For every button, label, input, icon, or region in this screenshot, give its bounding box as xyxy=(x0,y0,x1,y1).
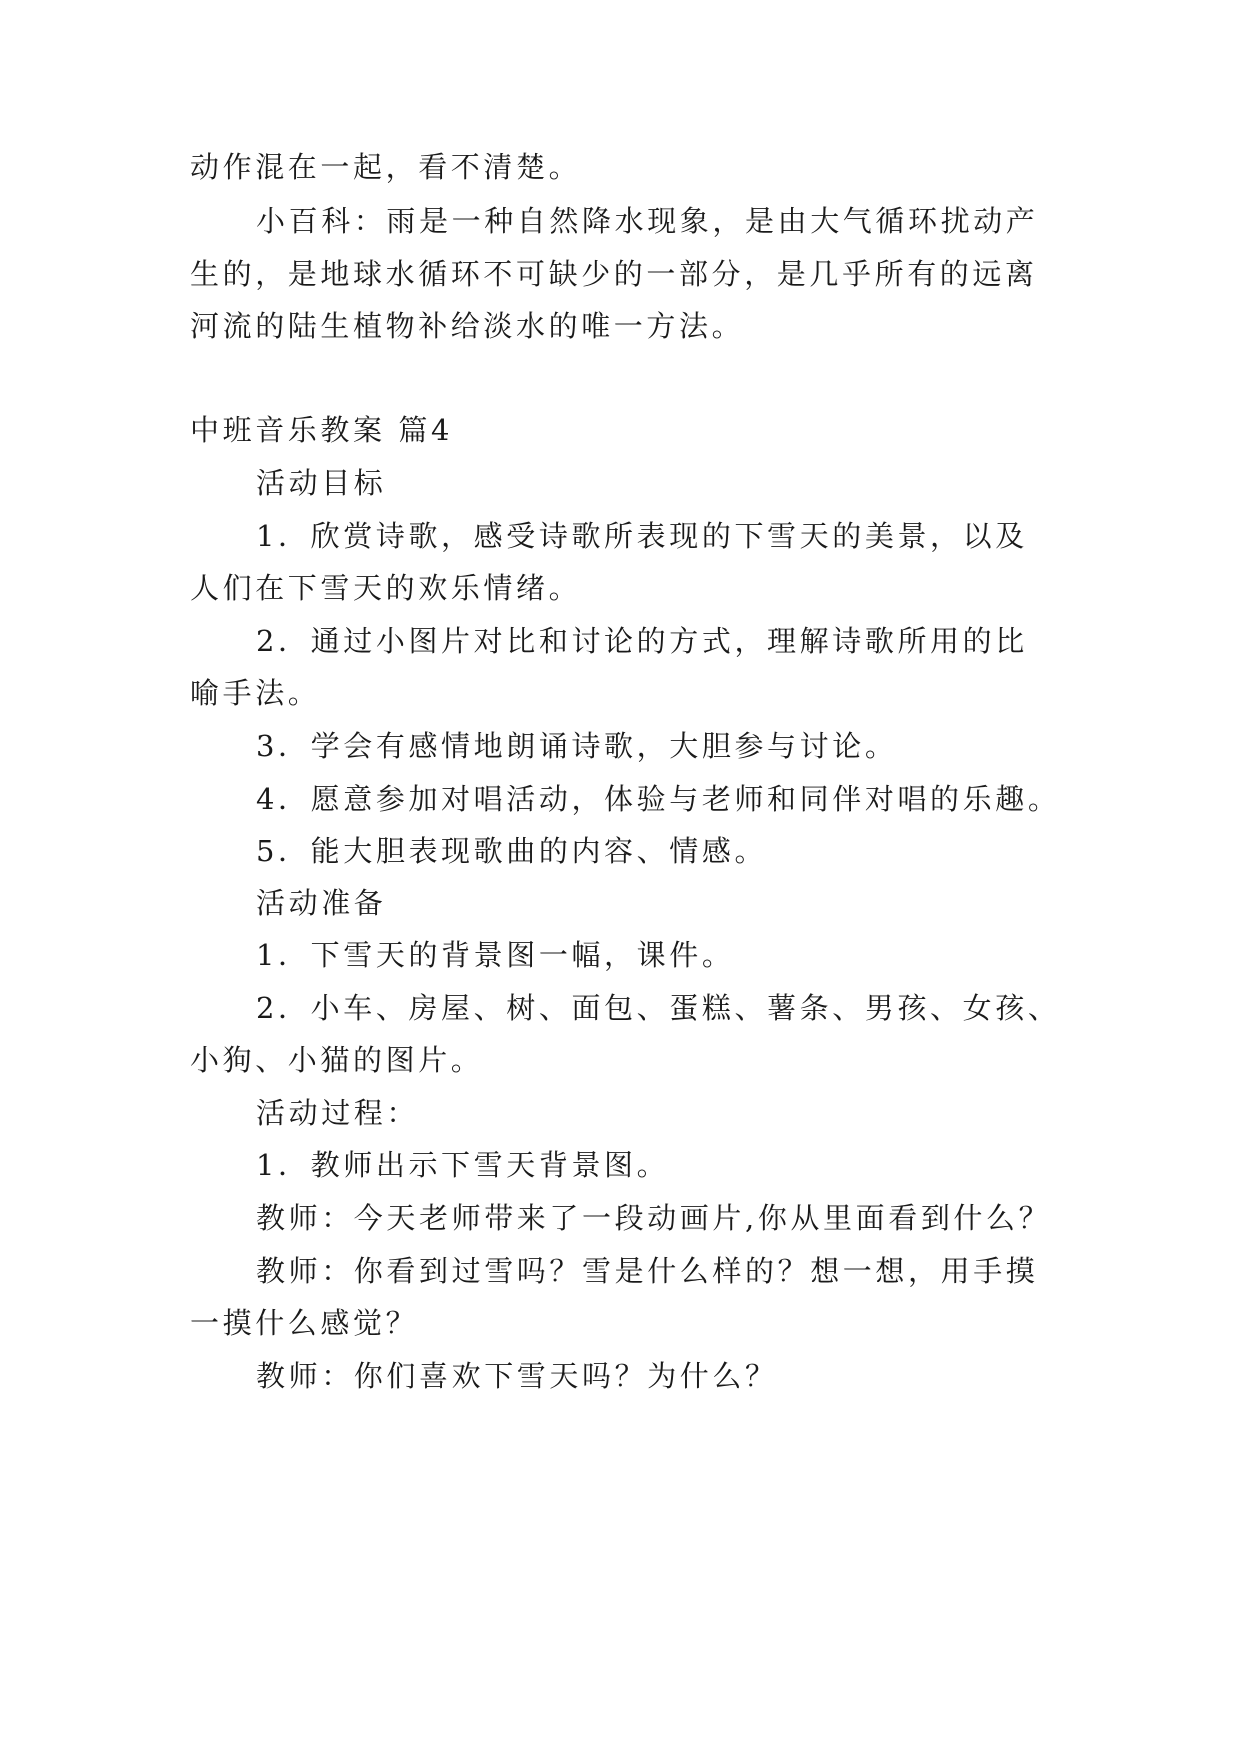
list-item: 1．教师出示下雪天背景图。 xyxy=(256,1148,670,1182)
list-item: 1．欣赏诗歌，感受诗歌所表现的下雪天的美景，以及 xyxy=(256,519,1028,553)
list-item: 3．学会有感情地朗诵诗歌，大胆参与讨论。 xyxy=(256,729,898,763)
dialogue-line: 教师：今天老师带来了一段动画片,你从里面看到什么？ xyxy=(256,1201,1052,1235)
dialogue-line: 教师：你们喜欢下雪天吗？为什么？ xyxy=(256,1359,778,1393)
subheading-activity-goals: 活动目标 xyxy=(256,466,387,500)
paragraph-line: 小百科：雨是一种自然降水现象，是由大气循环扰动产 xyxy=(256,204,1039,238)
list-item: 5．能大胆表现歌曲的内容、情感。 xyxy=(256,834,768,868)
subheading-activity-process: 活动过程： xyxy=(256,1096,420,1130)
paragraph-line: 喻手法。 xyxy=(190,676,321,710)
paragraph-line: 动作混在一起，看不清楚。 xyxy=(190,150,582,184)
subheading-activity-prep: 活动准备 xyxy=(256,886,387,920)
paragraph-line: 小狗、小猫的图片。 xyxy=(190,1043,484,1077)
list-item: 1．下雪天的背景图一幅，课件。 xyxy=(256,938,735,972)
list-item: 4．愿意参加对唱活动，体验与老师和同伴对唱的乐趣。 xyxy=(256,782,1061,816)
dialogue-line: 教师：你看到过雪吗？雪是什么样的？想一想，用手摸 xyxy=(256,1254,1039,1288)
section-heading: 中班音乐教案 篇4 xyxy=(190,413,454,447)
paragraph-line: 一摸什么感觉？ xyxy=(190,1306,419,1340)
paragraph-line: 人们在下雪天的欢乐情绪。 xyxy=(190,571,582,605)
paragraph-line: 河流的陆生植物补给淡水的唯一方法。 xyxy=(190,309,745,343)
list-item: 2．通过小图片对比和讨论的方式，理解诗歌所用的比 xyxy=(256,624,1028,658)
paragraph-line: 生的，是地球水循环不可缺少的一部分，是几乎所有的远离 xyxy=(190,257,1038,291)
list-item: 2．小车、房屋、树、面包、蛋糕、薯条、男孩、女孩、 xyxy=(256,991,1061,1025)
